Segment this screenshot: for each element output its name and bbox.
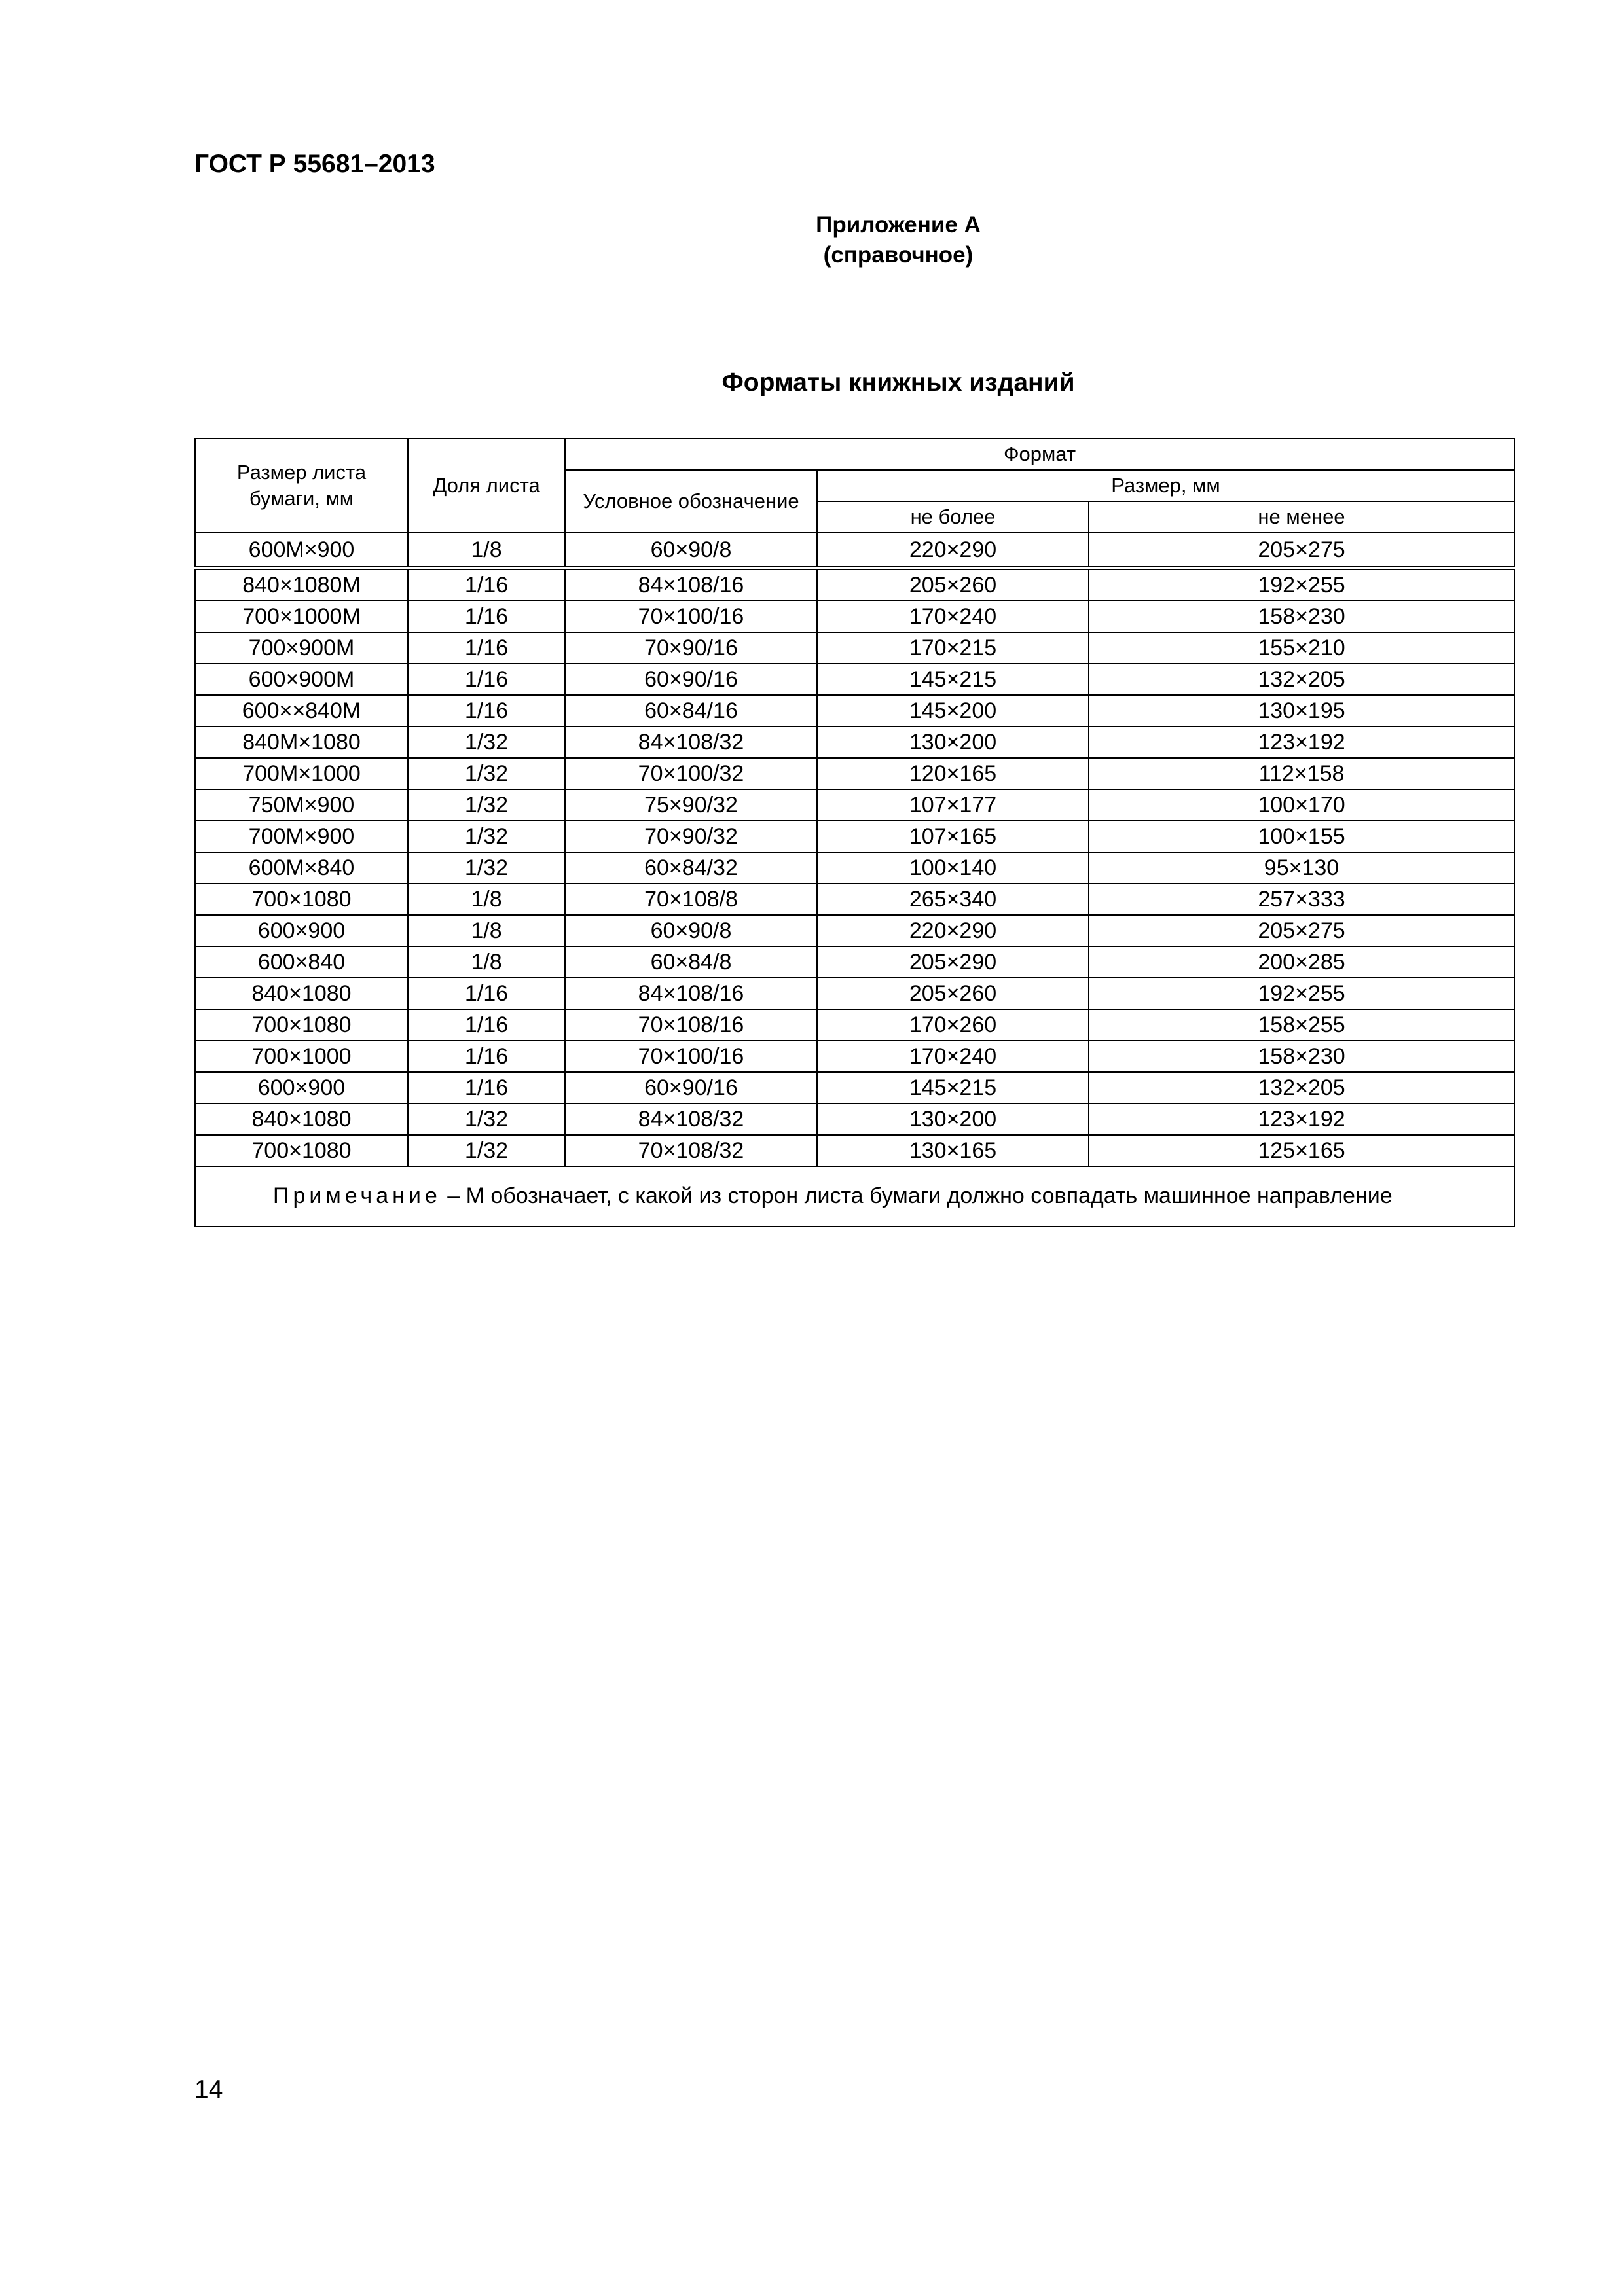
- cell-designation: 70×100/16: [565, 601, 817, 632]
- cell-sheet-share: 1/32: [408, 852, 565, 884]
- table-title: Форматы книжных изданий: [721, 368, 1075, 397]
- header-format: Формат: [565, 439, 1514, 470]
- cell-sheet-size: 700×1000: [195, 1041, 408, 1072]
- cell-size-max: 220×290: [817, 533, 1089, 568]
- cell-size-max: 145×215: [817, 664, 1089, 695]
- cell-sheet-size: 700×900М: [195, 632, 408, 664]
- cell-size-min: 132×205: [1089, 1072, 1514, 1103]
- cell-sheet-share: 1/16: [408, 695, 565, 726]
- cell-designation: 84×108/16: [565, 978, 817, 1009]
- cell-size-min: 200×285: [1089, 946, 1514, 978]
- cell-sheet-size: 700×1080: [195, 884, 408, 915]
- table-row: [195, 1041, 1514, 1072]
- cell-designation: 60×90/8: [565, 915, 817, 946]
- cell-sheet-share: 1/32: [408, 758, 565, 789]
- cell-size-min: 130×195: [1089, 695, 1514, 726]
- note-text: – М обозначает, с какой из сторон листа бумаги должно совпадать машинное направление: [441, 1183, 1393, 1208]
- cell-size-max: 130×200: [817, 1103, 1089, 1135]
- cell-size-min: 205×275: [1089, 533, 1514, 568]
- cell-size-min: 100×170: [1089, 789, 1514, 821]
- cell-sheet-share: 1/16: [408, 978, 565, 1009]
- cell-size-min: 257×333: [1089, 884, 1514, 915]
- cell-sheet-share: 1/16: [408, 1041, 565, 1072]
- cell-size-max: 265×340: [817, 884, 1089, 915]
- cell-sheet-size: 700×1080: [195, 1009, 408, 1041]
- cell-size-max: 107×165: [817, 821, 1089, 852]
- cell-sheet-size: 840×1080: [195, 978, 408, 1009]
- cell-size-max: 107×177: [817, 789, 1089, 821]
- table-row: [195, 1135, 1514, 1166]
- cell-sheet-size: 600×840: [195, 946, 408, 978]
- header-sheet-size: Размер листа бумаги, мм: [195, 439, 408, 533]
- cell-designation: 84×108/32: [565, 726, 817, 758]
- cell-sheet-size: 600×900М: [195, 664, 408, 695]
- cell-designation: 70×100/32: [565, 758, 817, 789]
- cell-size-min: 205×275: [1089, 915, 1514, 946]
- cell-sheet-size: 840×1080М: [195, 568, 408, 601]
- cell-sheet-share: 1/32: [408, 726, 565, 758]
- cell-designation: 60×84/8: [565, 946, 817, 978]
- cell-sheet-size: 600М×900: [195, 533, 408, 568]
- cell-size-max: 170×260: [817, 1009, 1089, 1041]
- table-note-row: [195, 1166, 1514, 1227]
- header-min: не менее: [1089, 501, 1514, 533]
- cell-size-max: 145×215: [817, 1072, 1089, 1103]
- cell-size-min: 155×210: [1089, 632, 1514, 664]
- cell-designation: 70×100/16: [565, 1041, 817, 1072]
- header-max: не более: [817, 501, 1089, 533]
- cell-size-max: 205×260: [817, 568, 1089, 601]
- cell-sheet-size: 700×1000М: [195, 601, 408, 632]
- table-row: [195, 601, 1514, 632]
- cell-size-max: 145×200: [817, 695, 1089, 726]
- cell-sheet-size: 600М×840: [195, 852, 408, 884]
- table-row: [195, 533, 1514, 568]
- table-note: [195, 1166, 1514, 1227]
- cell-sheet-size: 840М×1080: [195, 726, 408, 758]
- header-designation: Условное обозначение: [565, 470, 817, 533]
- cell-sheet-size: 700М×900: [195, 821, 408, 852]
- header-sheet-share: Доля листа: [408, 439, 565, 533]
- cell-size-min: 158×255: [1089, 1009, 1514, 1041]
- table-row: [195, 978, 1514, 1009]
- header-size: Размер, мм: [817, 470, 1514, 501]
- table-row: [195, 695, 1514, 726]
- cell-size-max: 130×165: [817, 1135, 1089, 1166]
- cell-size-max: 100×140: [817, 852, 1089, 884]
- cell-sheet-share: 1/16: [408, 632, 565, 664]
- formats-table: [194, 438, 1515, 1227]
- table-row: [195, 852, 1514, 884]
- table-row: [195, 789, 1514, 821]
- document-header-standard-code: ГОСТ Р 55681–2013: [194, 150, 435, 178]
- cell-size-min: 192×255: [1089, 978, 1514, 1009]
- cell-sheet-share: 1/16: [408, 664, 565, 695]
- cell-size-min: 158×230: [1089, 1041, 1514, 1072]
- cell-size-min: 132×205: [1089, 664, 1514, 695]
- table-row: [195, 821, 1514, 852]
- cell-designation: 70×90/16: [565, 632, 817, 664]
- cell-designation: 70×108/16: [565, 1009, 817, 1041]
- cell-sheet-share: 1/16: [408, 601, 565, 632]
- cell-sheet-share: 1/32: [408, 789, 565, 821]
- cell-sheet-share: 1/32: [408, 1135, 565, 1166]
- cell-designation: 60×90/16: [565, 664, 817, 695]
- table-row: [195, 726, 1514, 758]
- cell-designation: 70×108/32: [565, 1135, 817, 1166]
- table-row: [195, 758, 1514, 789]
- cell-size-max: 170×240: [817, 601, 1089, 632]
- cell-size-max: 205×260: [817, 978, 1089, 1009]
- table-row: [195, 946, 1514, 978]
- cell-designation: 60×84/16: [565, 695, 817, 726]
- cell-size-min: 123×192: [1089, 1103, 1514, 1135]
- cell-sheet-share: 1/8: [408, 946, 565, 978]
- cell-sheet-share: 1/8: [408, 533, 565, 568]
- cell-size-max: 220×290: [817, 915, 1089, 946]
- table-row: [195, 1103, 1514, 1135]
- note-label: Примечание: [273, 1183, 441, 1208]
- cell-sheet-size: 700×1080: [195, 1135, 408, 1166]
- cell-sheet-share: 1/8: [408, 884, 565, 915]
- table-row: [195, 915, 1514, 946]
- table-row: [195, 664, 1514, 695]
- table-row: [195, 1072, 1514, 1103]
- cell-size-max: 170×240: [817, 1041, 1089, 1072]
- page-number: 14: [194, 2075, 223, 2104]
- cell-sheet-size: 600××840М: [195, 695, 408, 726]
- cell-sheet-size: 600×900: [195, 915, 408, 946]
- cell-designation: 75×90/32: [565, 789, 817, 821]
- cell-designation: 60×84/32: [565, 852, 817, 884]
- cell-size-min: 192×255: [1089, 568, 1514, 601]
- cell-size-min: 112×158: [1089, 758, 1514, 789]
- cell-sheet-share: 1/32: [408, 1103, 565, 1135]
- cell-size-max: 170×215: [817, 632, 1089, 664]
- table-row: [195, 1009, 1514, 1041]
- cell-designation: 70×90/32: [565, 821, 817, 852]
- cell-size-min: 125×165: [1089, 1135, 1514, 1166]
- cell-sheet-size: 750М×900: [195, 789, 408, 821]
- cell-designation: 60×90/8: [565, 533, 817, 568]
- cell-designation: 60×90/16: [565, 1072, 817, 1103]
- cell-size-min: 95×130: [1089, 852, 1514, 884]
- cell-designation: 84×108/32: [565, 1103, 817, 1135]
- table-row: [195, 632, 1514, 664]
- cell-sheet-size: 600×900: [195, 1072, 408, 1103]
- cell-size-min: 158×230: [1089, 601, 1514, 632]
- table-header: [195, 439, 1514, 533]
- annex-title: Приложение А: [816, 212, 981, 238]
- cell-sheet-share: 1/16: [408, 1072, 565, 1103]
- cell-size-max: 130×200: [817, 726, 1089, 758]
- cell-size-max: 120×165: [817, 758, 1089, 789]
- cell-sheet-size: 700М×1000: [195, 758, 408, 789]
- table-row: [195, 884, 1514, 915]
- cell-sheet-share: 1/16: [408, 1009, 565, 1041]
- cell-size-min: 123×192: [1089, 726, 1514, 758]
- cell-size-min: 100×155: [1089, 821, 1514, 852]
- table-row: [195, 568, 1514, 601]
- cell-sheet-share: 1/16: [408, 568, 565, 601]
- cell-designation: 84×108/16: [565, 568, 817, 601]
- cell-sheet-share: 1/32: [408, 821, 565, 852]
- cell-sheet-share: 1/8: [408, 915, 565, 946]
- cell-sheet-size: 840×1080: [195, 1103, 408, 1135]
- cell-designation: 70×108/8: [565, 884, 817, 915]
- table-body: [195, 533, 1514, 1227]
- cell-size-max: 205×290: [817, 946, 1089, 978]
- annex-kind: (справочное): [823, 242, 974, 268]
